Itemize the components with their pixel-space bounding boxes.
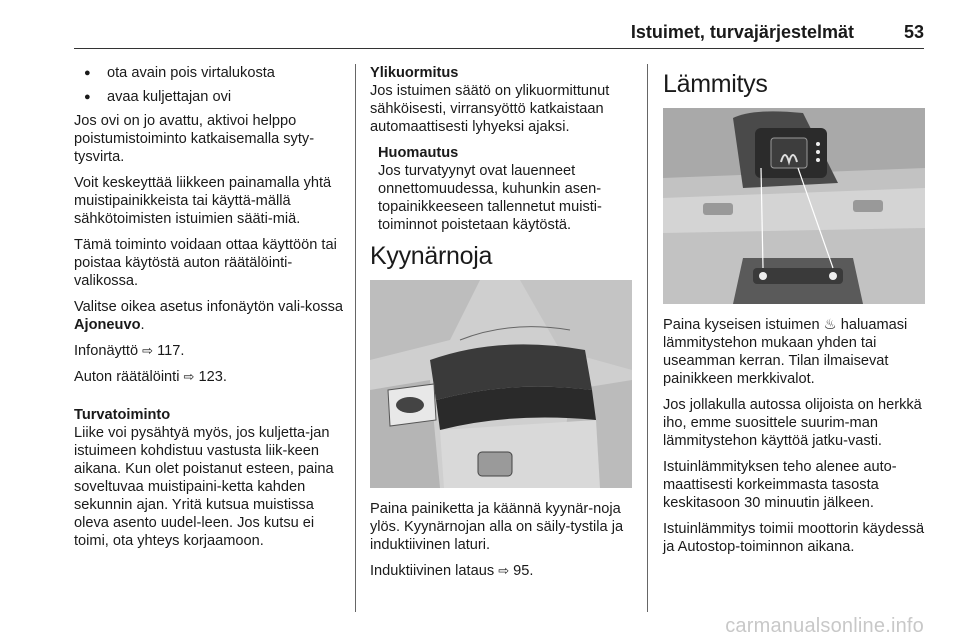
column-divider-right xyxy=(647,64,648,612)
arrow-icon: ⇨ xyxy=(183,369,195,384)
arrow-icon: ⇨ xyxy=(498,563,510,578)
paragraph: Voit keskeyttää liikkeen painamalla yhtä muistipainikkeista tai käyttä-mällä sähkötoimisten istuimien sääti-miä. xyxy=(74,175,332,227)
menu-name: Ajoneuvo xyxy=(74,317,141,333)
arrow-icon: ⇨ xyxy=(142,343,154,358)
page-header xyxy=(74,18,924,46)
watermark: carmanualsonline.info xyxy=(725,615,924,637)
paragraph: Tämä toiminto voidaan ottaa käyttöön tai poistaa käytöstä auton räätälöinti-valikossa. xyxy=(74,237,337,289)
column-right xyxy=(663,64,925,564)
bullet-item: ● avaa kuljettajan ovi xyxy=(74,88,346,106)
armrest-photo xyxy=(370,280,632,488)
cross-reference[interactable]: Auton räätälöinti ⇨ 123. xyxy=(74,369,227,385)
cross-reference[interactable]: Induktiivinen lataus ⇨ 95. xyxy=(370,563,534,579)
paragraph: Istuinlämmityksen teho alenee auto-maattisesti korkeimmasta tasosta keskitasoon 30 minuutin jälkeen. xyxy=(663,459,897,511)
column-divider-left xyxy=(355,64,356,612)
paragraph: Paina kyseisen istuimen ♨ haluamasi lämmitystehon mukaan yhden tai useamman kerran. Tilan ilmaisevat painikkeen merkkivalot. xyxy=(663,317,908,387)
paragraph: Valitse oikea asetus infonäytön vali-kossa Ajoneuvo. xyxy=(74,299,344,333)
page-number: 53 xyxy=(903,22,924,42)
paragraph: Paina painiketta ja käännä kyynär-noja ylös. Kyynärnojan alla on säily-tystila ja induktiivinen laturi. xyxy=(370,501,624,553)
cross-reference[interactable]: Infonäyttö ⇨ 117. xyxy=(74,343,185,359)
subheading: Turvatoiminto xyxy=(74,407,171,423)
section-heading: Kyynärnoja xyxy=(370,242,493,270)
header-rule xyxy=(74,48,924,49)
paragraph: Jos ovi on jo avattu, aktivoi helppo poistumistoiminto katkaisemalla syty-tysvirta. xyxy=(74,113,315,165)
column-left xyxy=(74,64,346,558)
note-text: Jos turvatyynyt ovat lauenneet onnettomuudessa, kuhunkin asen-topainikkeeseen tallennetut muisti-toiminnot poistetaan käytöstä. xyxy=(378,163,602,233)
seat-heating-icon: ♨ xyxy=(823,317,837,333)
bullet-item: ● ota avain pois virtalukosta xyxy=(74,64,346,82)
header-title: Istuimet, turvajärjestelmät xyxy=(630,22,854,42)
seat-heating-photo xyxy=(663,108,925,304)
note-title: Huomautus xyxy=(378,145,459,161)
paragraph: Jos istuimen säätö on ylikuormittunut sähköisesti, virransyöttö katkaistaan automaattisesti lyhyeksi ajaksi. xyxy=(370,83,610,135)
paragraph: Liike voi pysähtyä myös, jos kuljetta-jan istuimeen kohdistuu vastusta liik-keen aikana. Kun olet poistanut esteen, paina soveltuvaa muistipaini-ketta kahden sekunnin ajan. Yritä kutsua muistissa oleva asento uudel-leen. Jos kutsu ei toimi, ota yhteys korjaamoon. xyxy=(74,425,334,549)
paragraph: Jos jollakulla autossa olijoista on herkkä iho, emme suosittele suurim-man lämmitystehon käyttöä jatku-vasti. xyxy=(663,397,922,449)
column-middle xyxy=(370,64,632,588)
subheading: Ylikuormitus xyxy=(370,65,459,81)
note-box xyxy=(378,144,632,234)
section-heading: Lämmitys xyxy=(663,70,768,98)
paragraph: Istuinlämmitys toimii moottorin käydessä ja Autostop-toiminnon aikana. xyxy=(663,521,925,555)
